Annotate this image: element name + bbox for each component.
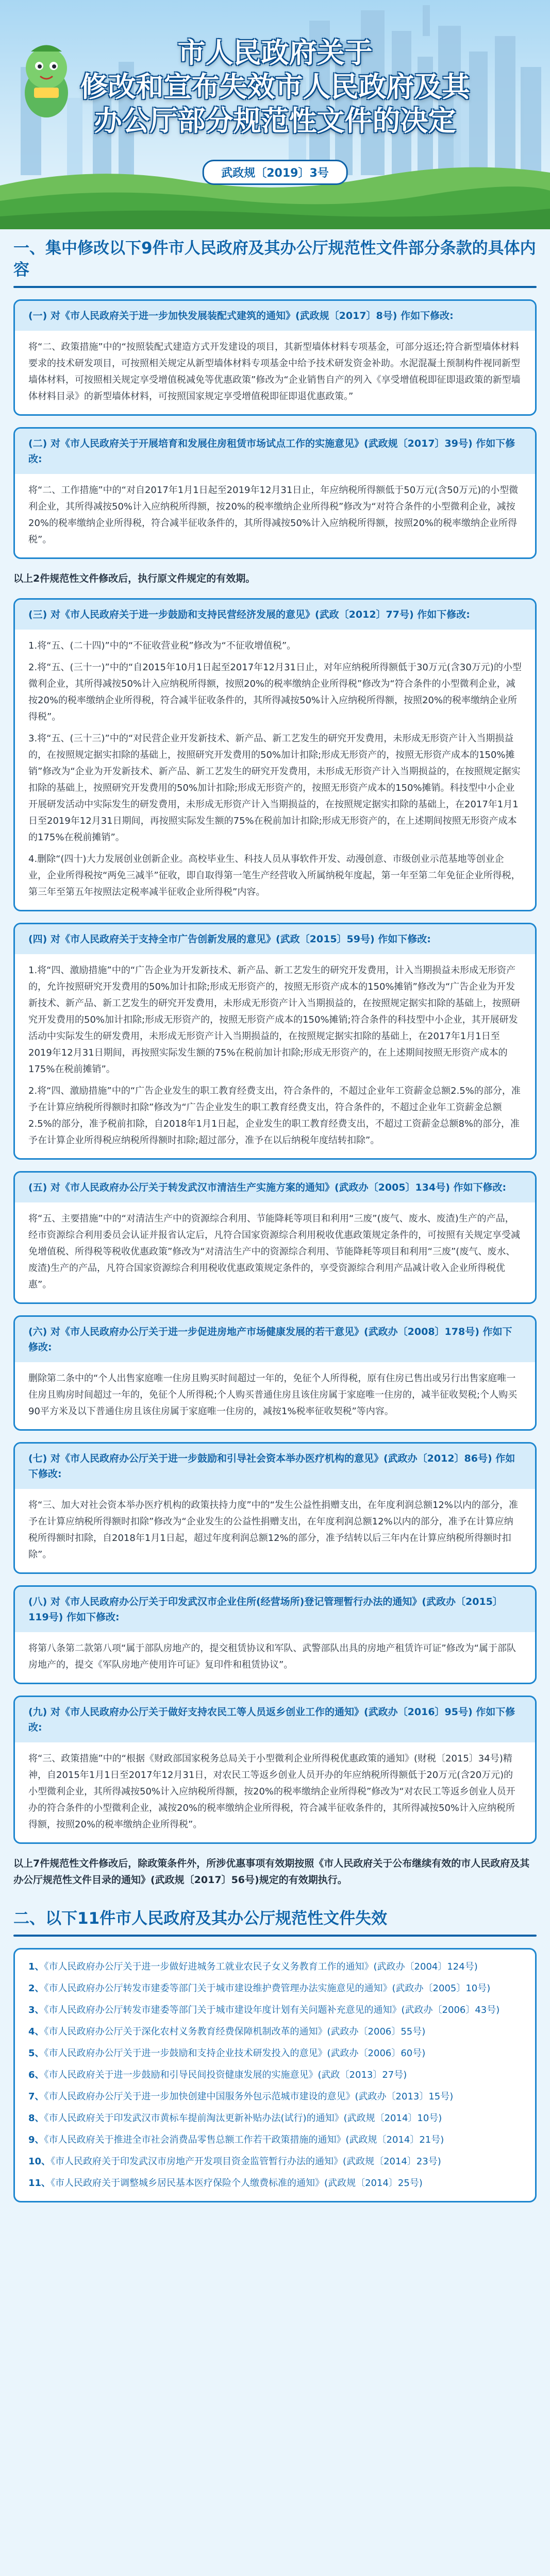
list-item xyxy=(28,2175,522,2192)
amendment-paragraph: 1.将“四、激励措施”中的“广告企业为开发新技术、新产品、新工艺发生的研究开发费用，计入当期损益未形成无形资产的，允许按照研究开发费用的50%加计扣除;形成无形资产的，按照无形资产成本的150%摊销”修改为“广告企业为开发新技术、新产品、新工艺发生的研究开发费用，未形成无形资产计入当期损益的，在按照规定据实扣除的基础上，按照研究开发费用的50%加计扣除;形成无形资产的，按照无形资产成本的150%摊销;符合条件的科技型中小企业，其开展研发活动中实际发生的研发费用，未形成无形资产计入当期损益的，在按照规定据实扣除的基础上，在2017年1月1日至2019年12月31日期间，再按照实际发生额的75%在税前加计扣除;形成无形资产的，在上述期间按照无形资产成本的175%在税前摊销”。 xyxy=(28,965,520,1075)
list-item xyxy=(28,1980,522,1997)
section-2-title: 二、以下11件市人民政府及其办公厅规范性文件失效 xyxy=(13,1909,388,1928)
list-item-number: 7、 xyxy=(28,2091,44,2102)
amendment-paragraph: 将“二、政策措施”中的“按照装配式建造方式开发建设的项目，其新型墙体材料专项基金，可部分返还;符合新型墙体材料要求的技术研发项目，可按照相关规定从新型墙体材料专项基金中给予技术研发资金补助。水泥混凝土预制构件视同新型墙体材料，可按照相关规定享受增值税减免等优惠政策”修改为“企业销售自产的列入《享受增值税即征即退政策的新型墙体材料目录》的新型墙体材料，可按照国家规定享受增值税即征即退优惠政策。” xyxy=(28,342,521,402)
amendment-card-body xyxy=(15,331,535,414)
list-item-text: 《市人民政府关于调整城乡居民基本医疗保险个人缴费标准的通知》(武政规〔2014〕25号) xyxy=(51,2178,423,2189)
header-banner xyxy=(0,0,550,229)
section-1-divider xyxy=(13,286,537,288)
list-item xyxy=(28,1959,522,1975)
list-item-number: 5、 xyxy=(28,2048,44,2059)
amendment-paragraph: 将第八条第二款第八项“属于部队房地产的，提交租赁协议和军队、武警部队出具的房地产租赁许可证”修改为“属于部队房地产的，提交《军队房地产使用许可证》复印件和租赁协议”。 xyxy=(28,1643,516,1670)
list-item-text: 《市人民政府办公厅关于进一步加快创建中国服务外包示范城市建设的意见》(武政办〔2013〕15号) xyxy=(44,2091,454,2102)
amendment-card-body xyxy=(15,1202,535,1302)
amendment-card-body xyxy=(15,954,535,1158)
amendment-card-body xyxy=(15,474,535,557)
list-item xyxy=(28,2089,522,2105)
list-item-text: 《市人民政府关于进一步鼓励和引导民间投资健康发展的实施意见》(武政〔2013〕27号) xyxy=(44,2070,407,2080)
amendment-paragraph: 将“五、主要措施”中的“对清洁生产中的资源综合利用、节能降耗等项目和利用“三废”(废气、废水、废渣)生产的产品，经市资源综合利用委员会认证并报省认定后，凡符合国家资源综合利用税收优惠政策规定条件的，可按照有关规定享受减免增值税、所得税等税收优惠政策”修改为“对清洁生产中的资源综合利用、节能降耗等项目和利用“三废”(废气、废水、废渣)生产的产品，凡符合国家资源综合利用税收优惠政策规定条件的，享受资源综合利用产品减计收入企业所得税优惠”。 xyxy=(28,1213,520,1290)
amendment-card-title: (七) 对《市人民政府办公厅关于进一步鼓励和引导社会资本举办医疗机构的意见》(武政办〔2012〕86号) 作如下修改: xyxy=(15,1444,535,1489)
amendment-paragraph: 将“二、工作措施”中的“对自2017年1月1日起至2019年12月31日止，年应纳税所得额低于50万元(含50万元)的小型微利企业，其所得减按50%计入应纳税所得额，按20%的税率缴纳企业所得税”修改为“对符合条件的小型微利企业，减按20%的税率缴纳企业所得税，符合减半征收条件的，其所得减按50%计入应纳税所得额，按照20%的税率缴纳企业所得税”。 xyxy=(28,485,519,545)
list-item xyxy=(28,2045,522,2062)
amendment-card-2 xyxy=(13,427,537,559)
list-item xyxy=(28,2002,522,2019)
amendment-card-title: (三) 对《市人民政府关于进一步鼓励和支持民营经济发展的意见》(武政〔2012〕77号) 作如下修改: xyxy=(15,600,535,630)
amendment-paragraph: 2.将“四、激励措施”中的“广告企业发生的职工教育经费支出，符合条件的，不超过企业年工资薪金总额2.5%的部分，准予在计算应纳税所得额时扣除”修改为“广告企业发生的职工教育经费支出，符合条件的，不超过企业年工资薪金总额2.5%的部分，准予税前扣除，自2018年1月1日起，企业发生的职工教育经费支出，不超过工资薪金总额8%的部分，准予在计算企业所得税应纳税所得额时扣除;超过部分，准予在以后纳税年度结转扣除”。 xyxy=(28,1086,521,1146)
amendment-card-body xyxy=(15,630,535,910)
validity-note-1: 以上2件规范性文件修改后，执行原文件规定的有效期。 xyxy=(13,573,256,584)
list-item-number: 4、 xyxy=(28,2026,44,2037)
list-item-text: 《市人民政府办公厅关于进一步鼓励和支持企业技术研发投入的意见》(武政办〔2006〕60号) xyxy=(44,2048,426,2059)
amendment-card-body xyxy=(15,1362,535,1429)
amendment-paragraph: 将“三、加大对社会资本举办医疗机构的政策扶持力度”中的“发生公益性捐赠支出，在年度利润总额12%以内的部分，准予在计算应纳税所得额时扣除”修改为“企业发生的公益性捐赠支出，在年度利润总额12%以内的部分，准予在计算应纳税所得额时扣除，自2018年1月1日起，超过年度利润总额12%的部分，准予结转以后三年内在计算应纳税所得额时扣除”。 xyxy=(28,1500,518,1560)
banner-title-line-2: 修改和宣布失效市人民政府及其 xyxy=(80,72,470,103)
section-1-heading xyxy=(13,229,537,286)
section-2-divider xyxy=(13,1935,537,1937)
list-item-text: 《市人民政府办公厅关于深化农村义务教育经费保障机制改革的通知》(武政办〔2006〕55号) xyxy=(44,2026,426,2037)
section-1-title: 一、集中修改以下9件市人民政府及其办公厅规范性文件部分条款的具体内容 xyxy=(13,239,536,279)
amendment-card-title: (四) 对《市人民政府关于支持全市广告创新发展的意见》(武政〔2015〕59号) 作如下修改: xyxy=(15,924,535,954)
amendment-paragraph: 1.将“五、(二十四)”中的“不征收营业税”修改为“不征收增值税”。 xyxy=(28,640,296,651)
list-item-number: 6、 xyxy=(28,2070,44,2080)
amendment-card-title: (九) 对《市人民政府办公厅关于做好支持农民工等人员返乡创业工作的通知》(武政办〔2016〕95号) 作如下修改: xyxy=(15,1697,535,1742)
list-item-text: 《市人民政府办公厅关于进一步做好进城务工就业农民子女义务教育工作的通知》(武政办〔2004〕124号) xyxy=(44,1961,478,1972)
list-item-number: 10、 xyxy=(28,2156,51,2167)
list-item-number: 9、 xyxy=(28,2134,44,2145)
list-item xyxy=(28,2154,522,2170)
amendment-card-8 xyxy=(13,1585,537,1684)
amendment-card-6 xyxy=(13,1315,537,1431)
list-item-number: 2、 xyxy=(28,1983,44,1994)
section-2-heading xyxy=(13,1900,537,1935)
amendment-paragraph: 2.将“五、(三十一)”中的“自2015年10月1日起至2017年12月31日止，对年应纳税所得额低于30万元(含30万元)的小型微利企业，其所得减按50%计入应纳税所得额，按照20%的税率缴纳企业所得税”修改为“符合条件的小型微利企业，减按20%的税率缴纳企业所得税，符合减半征收条件的，其所得减按50%计入应纳税所得额，按照20%的税率缴纳企业所得税”。 xyxy=(28,662,522,722)
list-item-text: 《市人民政府办公厅转发市建委等部门关于城市建设维护费管理办法实施意见的通知》(武政办〔2005〕10号) xyxy=(44,1983,491,1994)
list-item xyxy=(28,2024,522,2040)
amendment-card-3 xyxy=(13,598,537,911)
list-item xyxy=(28,2067,522,2083)
amendment-paragraph: 3.将“五、(三十三)”中的“对民营企业开发新技术、新产品、新工艺发生的研究开发费用，未形成无形资产计入当期损益的，在按照规定据实扣除的基础上，按照研究开发费用的50%加计扣除;形成无形资产的，按照无形资产成本的150%摊销”修改为“企业为开发新技术、新产品、新工艺发生的研究开发费用，未形成无形资产计入当期损益的，在按照规定据实扣除的基础上，按照研究开发费用的50%加计扣除;形成无形资产的，按照无形资产成本的150%摊销。科技型中小企业开展研发活动中实际发生的研发费用，未形成无形资产计入当期损益的，在按照规定据实扣除的基础上，在2017年1月1日至2019年12月31日期间，再按照实际发生额的75%在税前加计扣除;形成无形资产的，在上述期间按照无形资产成本的175%在税前摊销”。 xyxy=(28,733,521,843)
amendment-card-5 xyxy=(13,1171,537,1304)
amendment-card-7 xyxy=(13,1442,537,1574)
list-item-number: 1、 xyxy=(28,1961,44,1972)
list-item-text: 《市人民政府关于印发武汉市房地产开发项目资金监管暂行办法的通知》(武政规〔2014〕23号) xyxy=(51,2156,441,2167)
invalidated-documents-list xyxy=(13,1948,537,2202)
amendment-card-4 xyxy=(13,923,537,1160)
banner-title-line-1: 市人民政府关于 xyxy=(177,38,373,69)
validity-note-2: 以上7件规范性文件修改后，除政策条件外，所涉优惠事项有效期按照《市人民政府关于公布继续有效的市人民政府及其办公厅规范性文件目录的通知》(武政规〔2017〕56号)规定的有效期执行。 xyxy=(13,1858,530,1886)
list-item-text: 《市人民政府关于推进全市社会消费品零售总额工作若干政策措施的通知》(武政规〔2014〕21号) xyxy=(44,2134,444,2145)
amendment-card-body xyxy=(15,1632,535,1683)
list-item-text: 《市人民政府办公厅转发市建委等部门关于城市建设年度计划有关问题补充意见的通知》(武政办〔2006〕43号) xyxy=(44,2005,500,2015)
list-item-number: 3、 xyxy=(28,2005,44,2015)
amendment-card-body xyxy=(15,1489,535,1572)
amendment-paragraph: 将“三、政策措施”中的“根据《财政部国家税务总局关于小型微利企业所得税优惠政策的通知》(财税〔2015〕34号)精神，自2015年1月1日至2017年12月31日，对农民工等返乡创业人员开办的年应纳税所得额低于20万元(含20万元)的小型微利企业，其所得减按50%计入应纳税所得额，按20%的税率缴纳企业所得税”修改为“对农民工等返乡创业人员开办的符合条件的小型微利企业，减按20%的税率缴纳企业所得税，符合减半征收条件的，其所得减按50%计入应纳税所得额，按照20%的税率缴纳企业所得税”。 xyxy=(28,1753,515,1830)
amendment-card-1 xyxy=(13,299,537,416)
amendment-paragraph: 4.删除“(四十)大力发展创业创新企业。高校毕业生、科技人员从事软件开发、动漫创意、市级创业示范基地等创业企业，企业所得税按“两免三减半”征收，即自取得第一笔生产经营收入所属纳税年度起，第一年至第二年免征企业所得税，第三年至第五年按照法定税率减半征收企业所得税”内容。 xyxy=(28,854,521,897)
list-item xyxy=(28,2132,522,2148)
banner-title-line-3: 办公厅部分规范性文件的决定 xyxy=(94,106,456,137)
list-item-number: 11、 xyxy=(28,2178,51,2189)
banner-title xyxy=(0,36,550,138)
amendment-card-title: (六) 对《市人民政府办公厅关于进一步促进房地产市场健康发展的若干意见》(武政办〔2008〕178号) 作如下修改: xyxy=(15,1317,535,1362)
amendment-card-title: (二) 对《市人民政府关于开展培育和发展住房租赁市场试点工作的实施意见》(武政规〔2017〕39号) 作如下修改: xyxy=(15,429,535,474)
list-item-text: 《市人民政府关于印发武汉市黄标车提前淘汰更新补贴办法(试行)的通知》(武政规〔2014〕10号) xyxy=(44,2113,442,2124)
amendment-paragraph: 删除第二条中的“个人出售家庭唯一住房且购买时间超过一年的，免征个人所得税，原有住房已售出或另行出售家庭唯一住房且购房时间超过一年的，免征个人所得税;个人购买普通住房且该住房属于家庭唯一住房的，减半征收契税;个人购买90平方米及以下普通住房且该住房属于家庭唯一住房的，减按1%税率征收契税”等内容。 xyxy=(28,1373,518,1417)
amendment-card-title: (一) 对《市人民政府关于进一步加快发展装配式建筑的通知》(武政规〔2017〕8号) 作如下修改: xyxy=(15,301,535,331)
list-item-number: 8、 xyxy=(28,2113,44,2124)
amendment-card-body xyxy=(15,1742,535,1842)
amendment-card-title: (五) 对《市人民政府办公厅关于转发武汉市清洁生产实施方案的通知》(武政办〔2005〕134号) 作如下修改: xyxy=(15,1173,535,1202)
amendment-card-title: (八) 对《市人民政府办公厅关于印发武汉市企业住所(经营场所)登记管理暂行办法的通知》(武政办〔2015〕119号) 作如下修改: xyxy=(15,1587,535,1632)
amendment-card-9 xyxy=(13,1696,537,1844)
document-number-badge: 武政规〔2019〕3号 xyxy=(202,160,348,185)
list-item xyxy=(28,2110,522,2127)
